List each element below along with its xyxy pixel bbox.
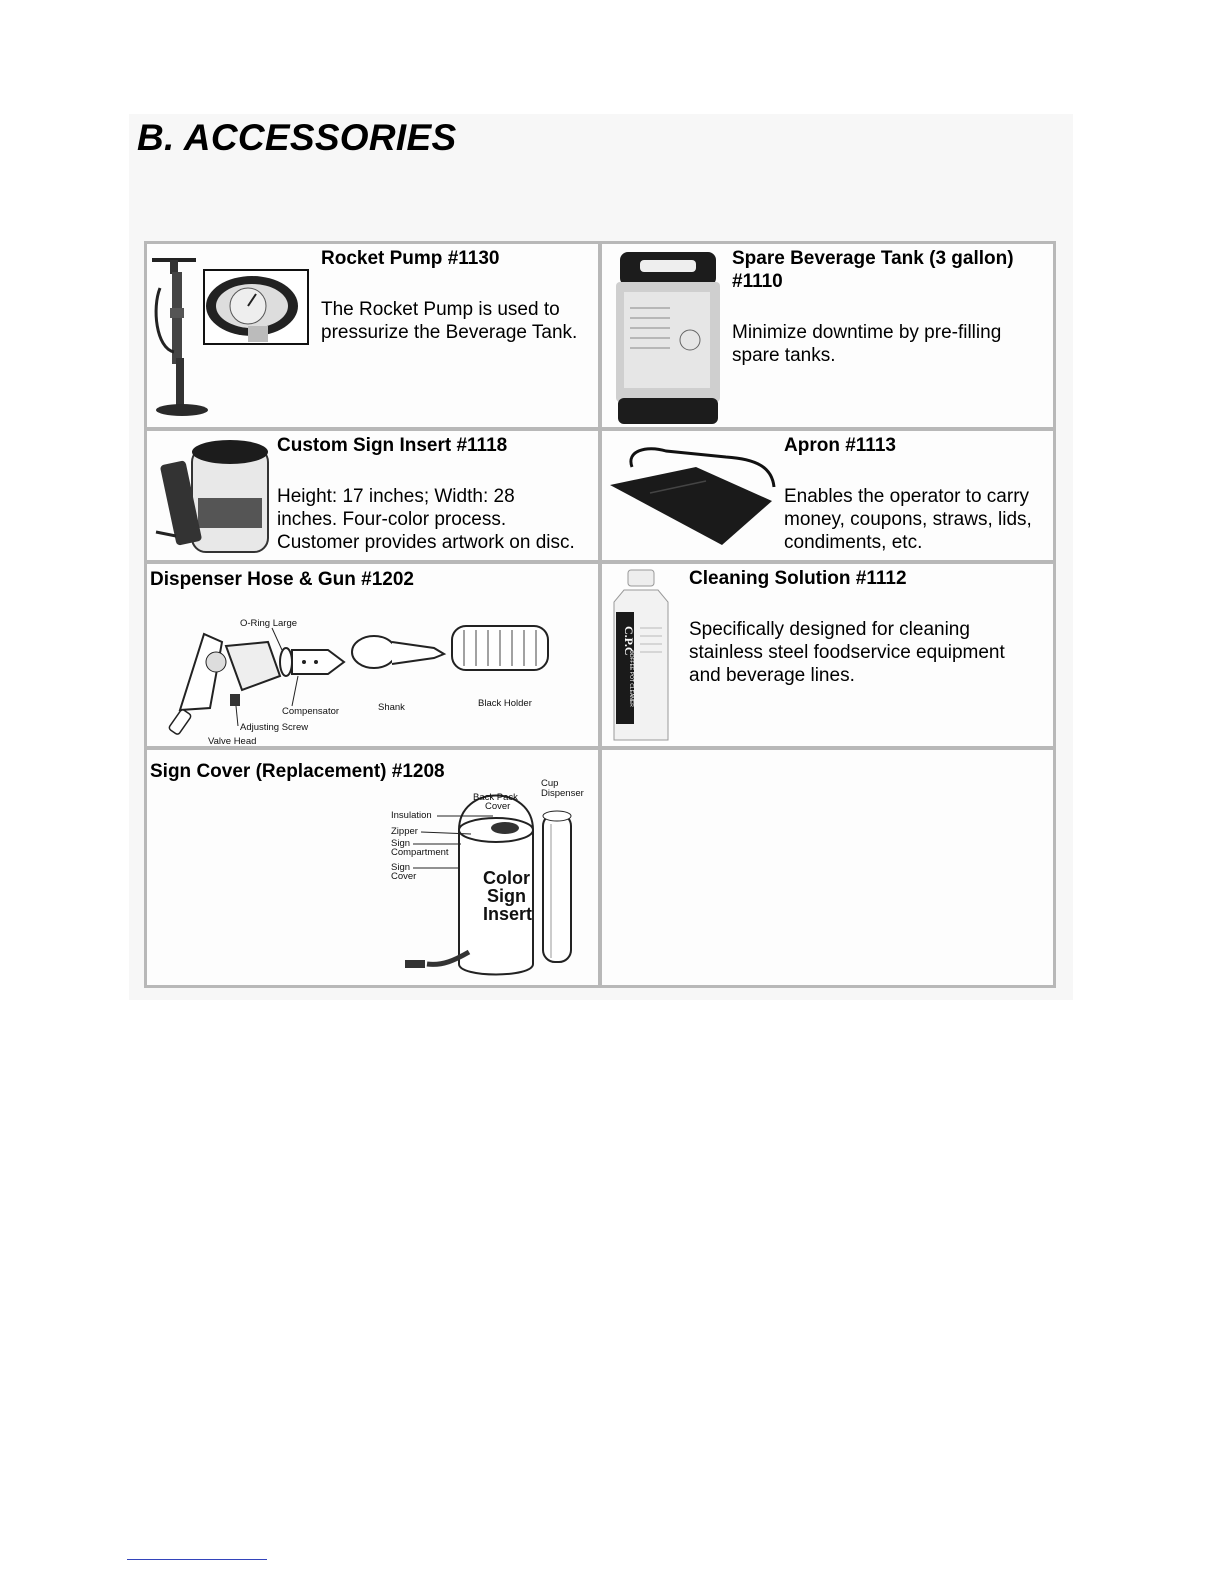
item-description-line: and beverage lines. — [689, 665, 855, 686]
item-heading: Dispenser Hose & Gun #1202 — [150, 569, 414, 590]
insert-text-insert: Insert — [483, 904, 533, 924]
diagram-label-o-ring: O-Ring Large — [240, 618, 298, 629]
item-heading: Apron #1113 — [784, 435, 896, 456]
air-pump-photo-icon — [152, 248, 312, 428]
item-description-line: The Rocket Pump is used to — [321, 299, 560, 320]
insert-text-color: Color — [483, 868, 530, 888]
diagram-label-dispenser: Dispenser — [541, 788, 584, 799]
diagram-label-compartment: Compartment — [391, 847, 449, 858]
apron-photo-icon — [606, 437, 786, 557]
item-description-line: Customer provides artwork on disc. — [277, 532, 575, 553]
item-custom-sign-insert — [144, 428, 601, 563]
sign-insert-photo-icon — [152, 436, 277, 561]
item-description-line: money, coupons, straws, lids, — [784, 509, 1032, 530]
beverage-tank-photo-icon — [610, 248, 740, 428]
item-apron — [599, 428, 1056, 563]
diagram-label-zipper: Zipper — [391, 826, 418, 837]
item-spare-tank — [599, 241, 1056, 430]
footer-rule — [127, 1559, 267, 1560]
diagram-label-black-holder: Black Holder — [478, 698, 532, 709]
item-description-line: condiments, etc. — [784, 532, 923, 553]
accessories-table — [144, 241, 1056, 988]
item-description-line: pressurize the Beverage Tank. — [321, 322, 578, 343]
insert-text-sign: Sign — [487, 886, 526, 906]
item-description-line: Enables the operator to carry — [784, 486, 1030, 507]
item-heading: #1110 — [732, 271, 783, 292]
diagram-label-cover: Cover — [485, 801, 511, 812]
bottle-brand-subtext: COFFEE POT CLEANER — [628, 650, 634, 707]
diagram-label-sign-cover: Sign — [391, 862, 411, 873]
item-dispenser-hose-gun — [144, 561, 601, 749]
item-description-line: inches. Four-color process. — [277, 509, 507, 530]
item-description-line: Height: 17 inches; Width: 28 — [277, 486, 515, 507]
item-cleaning-solution — [599, 561, 1056, 749]
bottle-brand-text: C.P.C — [622, 626, 636, 656]
item-rocket-pump — [144, 241, 601, 430]
item-heading: Sign Cover (Replacement) #1208 — [150, 761, 445, 782]
page-title: B. ACCESSORIES — [137, 117, 457, 158]
diagram-label-valve-head: Valve Head — [208, 736, 257, 747]
item-description-line: spare tanks. — [732, 345, 836, 366]
diagram-label-cover-2: Cover — [391, 871, 417, 882]
diagram-label-insulation: Insulation — [391, 810, 432, 821]
item-description-line: stainless steel foodservice equipment — [689, 642, 1005, 663]
backpack-diagram-icon — [383, 774, 603, 984]
item-heading: Spare Beverage Tank (3 gallon) — [732, 248, 1014, 269]
diagram-label-shank: Shank — [378, 702, 405, 713]
cleaning-bottle-photo-icon — [608, 568, 698, 748]
item-heading: Cleaning Solution #1112 — [689, 568, 907, 589]
item-heading: Custom Sign Insert #1118 — [277, 435, 508, 456]
diagram-label-compensator: Compensator — [282, 706, 340, 717]
item-heading: Rocket Pump #1130 — [321, 248, 500, 269]
item-description-line: Specifically designed for cleaning — [689, 619, 970, 640]
hose-gun-diagram-icon — [152, 598, 572, 748]
diagram-label-back-pack: Back Pack — [473, 792, 518, 803]
item-description-line: Minimize downtime by pre-filling — [732, 322, 1002, 343]
item-empty-cell — [599, 747, 1056, 988]
item-sign-cover — [144, 747, 601, 988]
diagram-label-cup: Cup — [541, 778, 559, 789]
diagram-label-sign: Sign — [391, 838, 411, 849]
diagram-label-adjusting-screw: Adjusting Screw — [240, 722, 309, 733]
